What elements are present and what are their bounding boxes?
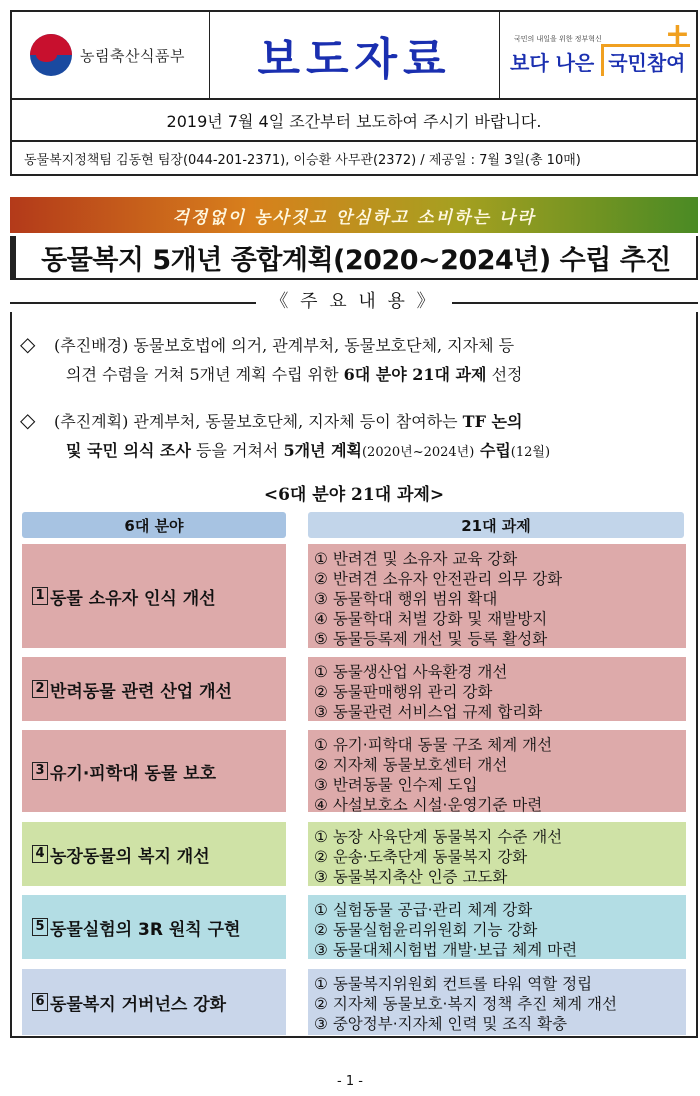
task-item: ① 농장 사육단계 동물복지 수준 개선 — [314, 828, 563, 846]
bullet-emphasis: 및 국민 의식 조사 — [66, 441, 191, 460]
tasks-cell — [308, 822, 686, 886]
area-label: 반려동물 관련 산업 개선 — [50, 681, 232, 702]
bullet-emphasis: 6대 분야 21대 과제 — [343, 365, 487, 384]
task-item: ① 반려견 및 소유자 교육 강화 — [314, 550, 518, 568]
tasks-cell — [308, 730, 686, 812]
bullet-text: (2020년~2024년) — [361, 445, 475, 460]
task-item: ② 지자체 동물보호·복지 정책 추진 체계 개선 — [314, 995, 617, 1013]
area-cell — [22, 895, 286, 959]
task-item: ① 동물복지위원회 컨트롤 타워 역할 정립 — [314, 975, 593, 993]
task-item: ① 동물생산업 사육환경 개선 — [314, 663, 508, 681]
main-content-box — [10, 312, 698, 1038]
bullet-text: 관계부처, 동물보호단체, 지자체 등이 참여하는 — [128, 412, 463, 431]
tasks-cell — [308, 544, 686, 648]
press-release-title: 보도자료 — [257, 34, 452, 85]
section-heading-text: 《 주 요 내 용 》 — [270, 291, 438, 312]
task-item: ④ 사설보호소 시설·운영기준 마련 — [314, 796, 543, 814]
header-box — [10, 10, 698, 100]
contact-text: 동물복지정책팀 김동현 팀장(044-201-2371), 이승환 사무관(2372) / 제공일 : 7월 3일(총 10매) — [24, 152, 581, 168]
task-item: ⑤ 동물등록제 개선 및 등록 활성화 — [314, 630, 548, 648]
contact-info — [10, 142, 698, 176]
slogan-left: 보다 나은 — [510, 51, 595, 75]
slogan-banner — [10, 197, 698, 233]
task-item: ① 유기·피학대 동물 구조 체계 개선 — [314, 736, 553, 754]
slogan-cell — [500, 12, 696, 98]
heading-rule-left — [10, 302, 256, 304]
bullet-background — [20, 330, 692, 389]
area-cell — [22, 822, 286, 886]
area-label: 동물복지 거버넌스 강화 — [50, 994, 227, 1015]
task-item: ③ 동물대체시험법 개발·보급 체계 마련 — [314, 941, 578, 959]
task-item: ③ 동물복지축산 인증 고도화 — [314, 868, 508, 886]
area-number: 1 — [32, 587, 48, 605]
area-label: 농장동물의 복지 개선 — [50, 846, 210, 867]
ministry-name: 농림축산식품부 — [80, 46, 185, 65]
column-header-tasks: 21대 과제 — [308, 512, 684, 538]
press-release-cell — [210, 12, 500, 98]
bullet-label: (추진계획) — [54, 412, 129, 431]
bullet-text: 등을 거쳐서 — [190, 441, 284, 460]
banner-text: 걱정없이 농사짓고 안심하고 소비하는 나라 — [172, 207, 536, 228]
task-item: ② 반려견 소유자 안전관리 의무 강화 — [314, 570, 563, 588]
ministry-cell — [12, 12, 210, 98]
area-cell — [22, 544, 286, 648]
section-heading — [10, 288, 698, 312]
area-cell — [22, 730, 286, 812]
release-note-text: 2019년 7월 4일 조간부터 보도하여 주시기 바랍니다. — [166, 111, 542, 131]
title-text: 동물복지 5개년 종합계획(2020~2024년) 수립 추진 — [41, 244, 671, 276]
government-emblem-icon — [30, 34, 72, 76]
area-number: 5 — [32, 918, 48, 936]
area-number: 6 — [32, 993, 48, 1011]
task-item: ③ 중앙정부·지자체 인력 및 조직 확충 — [314, 1015, 568, 1033]
document-title — [10, 236, 698, 280]
area-label: 동물실험의 3R 원칙 구현 — [50, 919, 241, 940]
table-subtitle: <6대 분야 21대 과제> — [263, 485, 445, 505]
bullet-emphasis: 수립 — [474, 441, 511, 460]
task-item: ② 운송·도축단계 동물복지 강화 — [314, 848, 528, 866]
area-number: 4 — [32, 845, 48, 863]
diamond-icon: ◇ — [20, 332, 36, 356]
plus-icon: + — [664, 17, 690, 52]
bullet-emphasis: 5개년 계획 — [283, 441, 362, 460]
bullet-label: (추진배경) — [54, 336, 129, 355]
task-item: ③ 반려동물 인수제 도입 — [314, 776, 478, 794]
bullet-plan — [20, 406, 692, 467]
area-cell — [22, 657, 286, 721]
bullet-text: (12월) — [510, 445, 551, 460]
area-label: 동물 소유자 인식 개선 — [50, 588, 216, 609]
bullet-text: 의견 수렴을 거쳐 5개년 계획 수립 위한 — [66, 365, 344, 384]
tasks-cell — [308, 657, 686, 721]
column-header-areas: 6대 분야 — [22, 512, 286, 538]
task-item: ② 동물판매행위 관리 강화 — [314, 683, 493, 701]
task-item: ③ 동물관련 서비스업 규제 합리화 — [314, 703, 543, 721]
task-item: ④ 동물학대 처벌 강화 및 재발방지 — [314, 610, 548, 628]
page-number: - 1 - — [337, 1074, 363, 1089]
area-number: 3 — [32, 762, 48, 780]
area-label: 유기·피학대 동물 보호 — [50, 763, 217, 784]
area-cell — [22, 969, 286, 1035]
slogan-small: 국민의 내일을 위한 정부혁신 — [514, 35, 602, 43]
heading-rule-right — [452, 302, 698, 304]
slogan-right: 국민참여 — [601, 44, 689, 76]
bullet-text: 선정 — [486, 365, 523, 384]
bullet-text: 동물보호법에 의거, 관계부처, 동물보호단체, 지자체 등 — [128, 336, 515, 355]
area-number: 2 — [32, 680, 48, 698]
diamond-icon: ◇ — [20, 408, 36, 432]
bullet-emphasis: TF 논의 — [462, 412, 523, 431]
task-item: ② 지자체 동물보호센터 개선 — [314, 756, 508, 774]
task-item: ① 실험동물 공급·관리 체계 강화 — [314, 901, 533, 919]
tasks-cell — [308, 969, 686, 1035]
task-item: ② 동물실험윤리위원회 기능 강화 — [314, 921, 538, 939]
release-note — [10, 100, 698, 142]
tasks-cell — [308, 895, 686, 959]
task-item: ③ 동물학대 행위 범위 확대 — [314, 590, 498, 608]
